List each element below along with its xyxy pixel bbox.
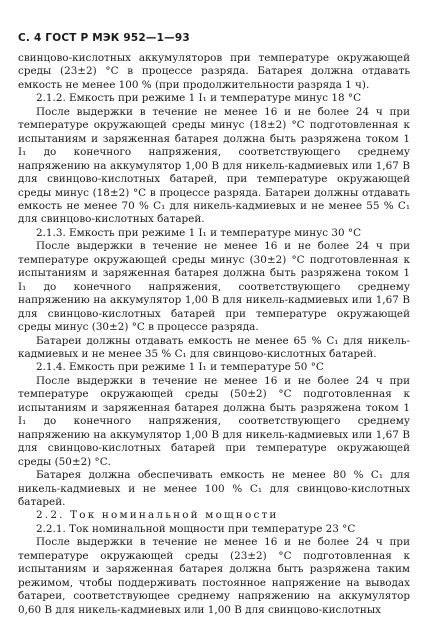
section-heading-2-2-1: 2.2.1. Ток номинальной мощности при температуре 23 °С — [36, 522, 356, 535]
paragraph-2-2-1-body: После выдержки в течение не менее 16 и не более 24 ч при температуре окружающей среды (23±2) °С подготовленная к испытаниям и заряженная батарея должна быть разряжена таким режимом, чтобы поддерживать постоянное напряжение на выводах батареи, соответствующее среднему напряжению на аккумулятор 0,60 В для никель-кадмиевых или 1,00 В для свинцово-кислотных — [18, 536, 410, 616]
paragraph-2-1-4-capacity: Батарея должна обеспечивать емкость не менее 80 % C₁ для никель-кадмиевых и не менее 100 % C₁ для свинцово-кислотных батарей. — [18, 469, 410, 508]
section-heading-2-2: 2.2. Ток номинальной мощности — [36, 509, 279, 522]
paragraph-2-1-3-body: После выдержки в течение не менее 16 и не более 24 ч при температуре окружающей среды минус (30±2) °С подготовленная к испытаниям и заряженная батарея должна быть разряжена током 1 I₁ до конечного напряжения, соответствующего среднему напряжению на аккумулятор 1,00 В для никель-кадмиевых или 1,67 В для свинцово-кислотных батарей при температуре окружающей среды минус (30±2) °С в процессе разряда. — [18, 240, 410, 334]
section-heading-2-1-2: 2.1.2. Емкость при режиме 1 I₁ и температуре минус 18 °С — [36, 92, 362, 105]
paragraph-2-1-3-capacity: Батареи должны отдавать емкость не менее 65 % C₁ для никель-кадмиевых и не менее 35 % C₁ для свинцово-кислотных батарей. — [18, 334, 410, 360]
paragraph-1: свинцово-кислотных аккумуляторов при температуре окружающей среды (23±2) °С в процессе разряда. Батарея должна отдавать емкость не менее 100 % (при продолжительности разряда 1 ч). — [18, 52, 410, 91]
section-heading-2-1-3: 2.1.3. Емкость при режиме 1 I₁ и температуре минус 30 °С — [36, 226, 362, 239]
paragraph-2-1-2-body: После выдержки в течение не менее 16 и не более 24 ч при температуре окружающей среды минус (18±2) °С подготовленная к испытаниям и заряженная батарея должна быть разряжена током 1 I₁ до конечного напряжения, соответствующего среднему напряжению на аккумулятор 1,00 В для никель-кадмиевых или 1,67 В для свинцово-кислотных батарей, при температуре окружающей среды минус (18±2) °С в процессе разряда. Батареи должны отдавать емкость не менее 70 % C₁ для никель-кадмиевых и не менее 55 % C₁ для свинцово-кислотных батарей. — [18, 105, 410, 226]
paragraph-2-1-4-body: После выдержки в течение не менее 16 и не более 24 ч при температуре окружающей среды (50±2) °С подготовленная к испытаниям и заряженная батарея должна быть разряжена током 1 I₁ до конечного напряжения, соответствующего среднему напряжению на аккумулятор 1,00 В для никель-кадмиевых или 1,67 В для свинцово-кислотных батарей при температуре окружающей среды (50±2) °С. — [18, 374, 410, 468]
section-heading-2-1-4: 2.1.4. Емкость при режиме 1 I₁ и температуре 50 °С — [36, 361, 324, 374]
document-body — [18, 52, 410, 617]
running-head: С. 4 ГОСТ Р МЭК 952—1—93 — [18, 32, 190, 44]
